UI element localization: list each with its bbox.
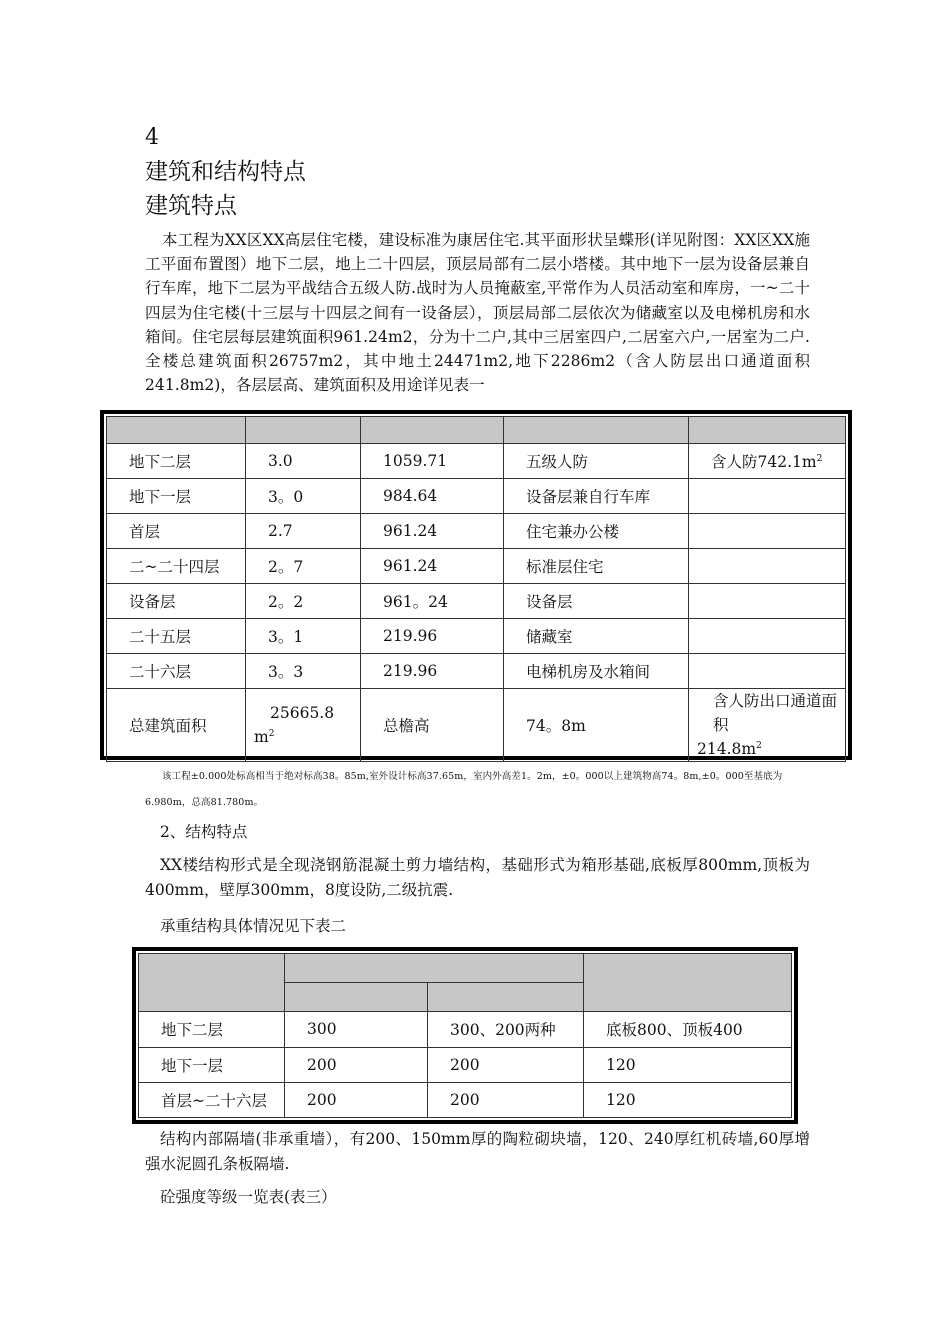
area-cell: 984.64 bbox=[361, 479, 504, 514]
total-area-value: 25665.8 bbox=[270, 704, 335, 722]
table-total-row bbox=[107, 689, 846, 762]
table-row bbox=[107, 514, 846, 549]
section-number: 4 bbox=[145, 125, 159, 150]
use-cell: 标准层住宅 bbox=[504, 549, 689, 584]
floor-cell: 二十五层 bbox=[107, 619, 246, 654]
table3-intro: 砼强度等级一览表(表三） bbox=[160, 1188, 337, 1206]
height-cell: 3。0 bbox=[246, 479, 361, 514]
value-cell: 200 bbox=[285, 1047, 428, 1082]
table-row bbox=[107, 654, 846, 689]
header-cell bbox=[285, 954, 584, 983]
use-cell: 五级人防 bbox=[504, 444, 689, 479]
note-cell bbox=[689, 479, 846, 514]
floor-table-header bbox=[107, 417, 846, 444]
note-cell bbox=[689, 549, 846, 584]
section-title: 建筑和结构特点 bbox=[145, 159, 306, 185]
value-cell: 300、200两种 bbox=[428, 1012, 584, 1047]
value-cell: 120 bbox=[584, 1082, 792, 1117]
floor-cell: 地下二层 bbox=[139, 1012, 285, 1047]
floor-cell: 地下一层 bbox=[107, 479, 246, 514]
area-cell: 219.96 bbox=[361, 619, 504, 654]
table1-footnote: 该工程±0.000处标高相当于绝对标高38。85m,室外设计标高37.65m，室内外高差1。2m，±0。000以上建筑物高74。8m,±0。000至基底为6.980m，总高81.780m。 bbox=[145, 771, 783, 808]
use-cell: 设备层 bbox=[504, 584, 689, 619]
area-cell: 219.96 bbox=[361, 654, 504, 689]
total-area-unit: m bbox=[254, 728, 269, 746]
header-cell bbox=[246, 417, 361, 444]
header-cell bbox=[504, 417, 689, 444]
height-cell: 2。7 bbox=[246, 549, 361, 584]
table-row bbox=[139, 1082, 792, 1117]
area-cell: 961.24 bbox=[361, 549, 504, 584]
use-cell: 电梯机房及水箱间 bbox=[504, 654, 689, 689]
area-cell: 961。24 bbox=[361, 584, 504, 619]
structure-paragraph: XX楼结构形式是全现浇钢筋混凝土剪力墙结构，基础形式为箱形基础,底板厚800mm,顶板为400mm，壁厚300mm，8度设防,二级抗震. bbox=[145, 856, 810, 899]
table-row bbox=[107, 479, 846, 514]
structure-table-header-row bbox=[139, 954, 792, 983]
use-cell: 设备层兼自行车库 bbox=[504, 479, 689, 514]
floor-table bbox=[106, 416, 846, 762]
partition-paragraph: 结构内部隔墙(非承重墙），有200、150mm厚的陶粒砌块墙，120、240厚红机砖墙,60厚增强水泥圆孔条板隔墙. bbox=[145, 1130, 810, 1173]
header-cell bbox=[107, 417, 246, 444]
height-cell: 2。2 bbox=[246, 584, 361, 619]
intro-paragraph: 本工程为XX区XX高层住宅楼，建设标准为康居住宅.其平面形状呈蝶形(详见附图：XX区XX施工平面布置图）地下二层，地上二十四层，顶层局部有二层小塔楼。其中地下一层为设备层兼自行车库，地下二层为平战结合五级人防.战时为人员掩蔽室,平常作为人员活动室和库房，一~二十四层为住宅楼(十三层与十四层之间有一设备层），顶层局部二层依次为储藏室以及电梯机房和水箱间。住宅层每层建筑面积961.24m2，分为十二户,其中三居室四户,二居室六户,一居室为二户.全楼总建筑面积26757m2，其中地土24471m2,地下2286m2（含人防层出口通道面积241.8m2)，各层层高、建筑面积及用途详见表一 bbox=[145, 231, 810, 395]
floor-cell: 地下一层 bbox=[139, 1047, 285, 1082]
total-note-cell bbox=[689, 689, 846, 762]
floor-cell: 设备层 bbox=[107, 584, 246, 619]
total-note-line1: 含人防出口通道面积 bbox=[713, 692, 838, 734]
note-cell bbox=[689, 514, 846, 549]
table-row bbox=[107, 549, 846, 584]
height-cell: 3.0 bbox=[246, 444, 361, 479]
floor-cell: 地下二层 bbox=[107, 444, 246, 479]
header-cell bbox=[428, 983, 584, 1012]
note-cell bbox=[689, 584, 846, 619]
total-note-line2-wrap bbox=[697, 737, 837, 761]
floor-cell: 二十六层 bbox=[107, 654, 246, 689]
note-text: 含人防742.1m bbox=[711, 453, 817, 471]
total-area-unit-line bbox=[254, 725, 352, 749]
height-cell: 2.7 bbox=[246, 514, 361, 549]
floor-cell: 二~二十四层 bbox=[107, 549, 246, 584]
total-note-line2: 214.8m bbox=[697, 740, 757, 758]
total-height-label-cell: 总檐高 bbox=[361, 689, 504, 762]
note-cell bbox=[689, 619, 846, 654]
structure-table bbox=[138, 953, 792, 1118]
total-height-value-cell: 74。8m bbox=[504, 689, 689, 762]
total-note-superscript: 2 bbox=[756, 740, 762, 751]
table-row bbox=[139, 1012, 792, 1047]
header-cell bbox=[584, 954, 792, 1012]
total-label-cell: 总建筑面积 bbox=[107, 689, 246, 762]
subsection-title: 建筑特点 bbox=[145, 193, 237, 219]
note-cell bbox=[689, 444, 846, 479]
note-cell bbox=[689, 654, 846, 689]
use-cell: 住宅兼办公楼 bbox=[504, 514, 689, 549]
section2-title: 2、结构特点 bbox=[160, 823, 248, 841]
value-cell: 200 bbox=[428, 1047, 584, 1082]
table-row bbox=[107, 619, 846, 654]
header-cell bbox=[689, 417, 846, 444]
header-cell bbox=[285, 983, 428, 1012]
floor-table-frame bbox=[100, 410, 852, 760]
total-area-superscript: 2 bbox=[268, 728, 275, 739]
value-cell: 200 bbox=[428, 1082, 584, 1117]
table-row bbox=[107, 584, 846, 619]
area-cell: 1059.71 bbox=[361, 444, 504, 479]
floor-cell: 首层~二十六层 bbox=[139, 1082, 285, 1117]
value-cell: 300 bbox=[285, 1012, 428, 1047]
structure-table-frame bbox=[132, 947, 798, 1124]
table-row bbox=[107, 444, 846, 479]
use-cell: 储藏室 bbox=[504, 619, 689, 654]
note-superscript: 2 bbox=[816, 453, 823, 464]
header-cell bbox=[361, 417, 504, 444]
value-cell: 底板800、顶板400 bbox=[584, 1012, 792, 1047]
table2-intro: 承重结构具体情况见下表二 bbox=[160, 917, 347, 935]
table-row bbox=[139, 1047, 792, 1082]
header-cell bbox=[139, 954, 285, 1012]
height-cell: 3。1 bbox=[246, 619, 361, 654]
height-cell: 3。3 bbox=[246, 654, 361, 689]
total-area-cell bbox=[246, 689, 361, 762]
value-cell: 200 bbox=[285, 1082, 428, 1117]
value-cell: 120 bbox=[584, 1047, 792, 1082]
floor-cell: 首层 bbox=[107, 514, 246, 549]
area-cell: 961.24 bbox=[361, 514, 504, 549]
